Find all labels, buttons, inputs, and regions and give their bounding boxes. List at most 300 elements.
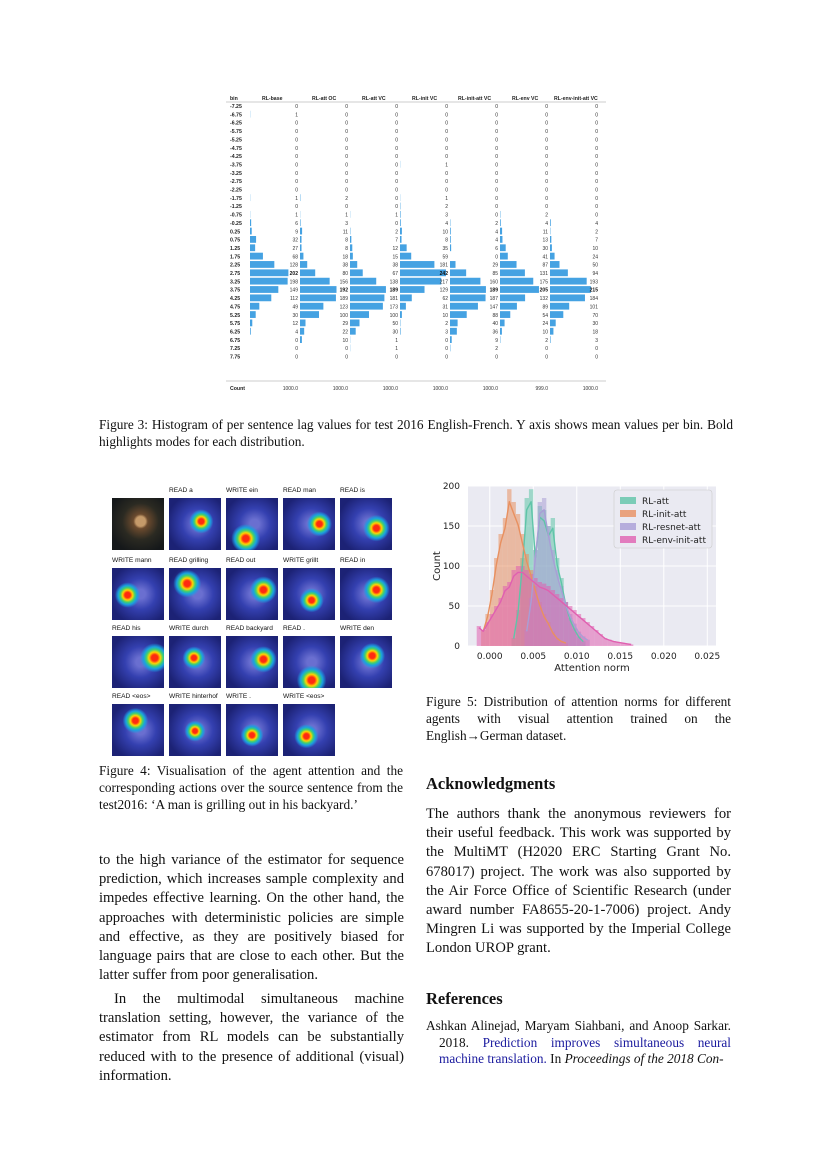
table-bar (250, 228, 252, 235)
table-cell-value: 0 (345, 346, 348, 353)
attention-heatmap (283, 636, 335, 688)
table-cell-value: 67 (392, 271, 398, 277)
table-cell-value: 8 (345, 237, 348, 244)
table-cell-value: 4 (495, 237, 498, 244)
source-photo (112, 498, 164, 550)
table-cell-value: 0 (595, 346, 598, 353)
legend-swatch (620, 497, 636, 504)
table-cell-value: 0 (595, 112, 598, 119)
attention-action-label: READ . (283, 625, 305, 632)
y-tick-label: 100 (442, 562, 460, 572)
figure-4-caption: Figure 4: Visualisation of the agent attention and the corresponding actions over the source sentence from the test2016: ‘A man is grilling out in his backyard.’ (99, 763, 403, 812)
table-cell-value: 29 (492, 262, 498, 269)
table-cell-value: 13 (542, 237, 548, 244)
table-bar (500, 311, 510, 318)
ref1-in: In (550, 1051, 562, 1066)
table-cell-value: 0 (295, 162, 298, 169)
table-cell-value: 18 (342, 254, 348, 261)
table-cell-value: 0 (345, 204, 348, 211)
table-bar (500, 244, 506, 251)
table-bar (350, 261, 357, 268)
table-cell-value: 0 (395, 154, 398, 161)
table-cell-value: 175 (539, 279, 548, 286)
table-cell-value: 27 (292, 245, 298, 252)
table-cell-value: 242 (439, 271, 448, 277)
table-bar (400, 236, 402, 243)
table-cell-value: 4 (295, 329, 298, 336)
table-cell-value: 0 (395, 204, 398, 211)
table-bar (500, 236, 502, 243)
table-bar (450, 320, 458, 327)
table-cell-value: 2 (545, 212, 548, 219)
table-bar (450, 236, 451, 243)
table-bar (300, 219, 301, 226)
table-bar (550, 286, 591, 293)
table-bin-label: -1.75 (230, 195, 242, 202)
table-col-header: RL-env VC (512, 96, 539, 102)
attention-action-label: WRITE durch (169, 625, 209, 632)
table-bin-label: -7.25 (230, 104, 242, 110)
attention-heatmap (283, 704, 335, 756)
table-cell-value: 0 (545, 346, 548, 353)
table-cell-value: 0 (345, 129, 348, 136)
table-cell-value: 0 (295, 170, 298, 177)
table-cell-value: 2 (345, 195, 348, 202)
attention-action-label: WRITE ein (226, 487, 258, 494)
table-cell-value: 0 (295, 346, 298, 353)
table-cell-value: 31 (442, 304, 448, 311)
table-bin-label: -6.75 (230, 112, 242, 119)
table-bin-label: 1.25 (230, 245, 241, 252)
table-cell-value: 24 (542, 321, 548, 328)
table-bin-label: -1.25 (230, 204, 242, 211)
table-bar (300, 311, 319, 318)
table-bar (300, 303, 323, 310)
table-cell-value: 2 (445, 321, 448, 328)
table-cell-value: 189 (389, 287, 398, 294)
table-cell-value: 0 (395, 187, 398, 194)
table-bin-label: 4.25 (230, 296, 241, 303)
table-cell-value: 0 (395, 179, 398, 186)
table-cell-value: 0 (295, 187, 298, 194)
legend-label: RL-init-att (642, 510, 687, 520)
table-bin-label: 3.25 (230, 279, 241, 286)
table-bar (400, 228, 402, 235)
table-bar (550, 311, 563, 318)
table-bar (400, 311, 402, 318)
table-cell-value: 128 (289, 262, 298, 269)
table-bar (400, 244, 407, 251)
table-cell-value: 132 (539, 296, 548, 303)
table-bar (250, 219, 251, 226)
table-bar (550, 328, 553, 335)
table-cell-value: 205 (539, 287, 548, 294)
table-cell-value: 0 (445, 337, 448, 344)
table-cell-value: 62 (442, 296, 448, 303)
table-cell-value: 0 (345, 145, 348, 152)
table-cell-value: 0 (395, 354, 398, 361)
table-cell-value: 0 (545, 129, 548, 136)
table-bar (400, 278, 441, 285)
legend-label: RL-resnet-att (642, 523, 701, 533)
legend-label: RL-env-init-att (642, 536, 706, 546)
table-bar (350, 286, 386, 293)
table-cell-value: 7 (395, 237, 398, 244)
table-col-header: RL-init VC (412, 96, 438, 102)
table-cell-value: 18 (592, 329, 598, 336)
table-cell-value: 2 (495, 220, 498, 227)
table-bar (500, 303, 517, 310)
table-cell-value: 0 (345, 179, 348, 186)
table-bar (300, 320, 306, 327)
lag-histogram-table (226, 92, 606, 400)
table-bar (300, 236, 302, 243)
table-cell-value: 38 (392, 262, 398, 269)
table-bar (450, 261, 456, 268)
table-bar (350, 253, 353, 260)
table-cell-value: 30 (292, 312, 298, 319)
body-paragraph-2: In the multimodal simultaneous machine translation setting, however, the variance of the estimator from RL models can be substantially reduced with to the presence of additional (visual) information. (99, 991, 404, 1084)
table-bin-label: 2.75 (230, 271, 241, 277)
table-cell-value: 0 (495, 154, 498, 161)
table-bar (250, 253, 263, 260)
y-tick-label: 150 (442, 522, 460, 532)
attention-heatmap (112, 568, 164, 620)
table-bin-label: 0.25 (230, 229, 241, 236)
table-cell-value: 9 (295, 229, 298, 236)
table-bin-label: -4.25 (230, 154, 242, 161)
table-col-header: RL-env-init-att VC (554, 96, 598, 102)
table-bar (450, 228, 451, 235)
histogram-bar (481, 630, 485, 646)
table-cell-value: 12 (392, 245, 398, 252)
attention-heatmap (112, 636, 164, 688)
attention-action-label: READ backyard (226, 625, 273, 632)
table-bin-label: -2.75 (230, 179, 242, 186)
table-cell-value: 10 (542, 329, 548, 336)
legend-swatch (620, 536, 636, 543)
table-cell-value: 0 (545, 179, 548, 186)
acknowledgments-heading: Acknowledgments (426, 774, 556, 793)
table-bar (550, 336, 551, 343)
table-cell-value: 0 (595, 170, 598, 177)
table-cell-value: 3 (445, 329, 448, 336)
table-cell-value: 22 (342, 329, 348, 336)
table-bar (550, 294, 585, 301)
table-cell-value: 0 (495, 254, 498, 261)
table-bin-label: 5.75 (230, 321, 241, 328)
table-bar (450, 244, 451, 251)
table-cell-value: 0 (295, 129, 298, 136)
table-bar (300, 253, 303, 260)
table-cell-value: 59 (442, 254, 448, 261)
table-cell-value: 4 (595, 220, 598, 227)
table-bar (400, 303, 406, 310)
attention-action-label: WRITE den (340, 625, 375, 632)
table-cell-value: 1 (395, 346, 398, 353)
count-label: Count (230, 386, 245, 392)
attention-action-label: WRITE hinterhof (169, 693, 218, 700)
table-bar (400, 219, 401, 226)
table-bar (550, 236, 551, 243)
table-bar (400, 286, 425, 293)
table-bin-label: 6.25 (230, 329, 241, 336)
table-bar (300, 328, 304, 335)
table-cell-value: 6 (495, 245, 498, 252)
table-cell-value: 0 (595, 195, 598, 202)
table-bar (300, 294, 336, 301)
table-cell-value: 0 (495, 354, 498, 361)
table-bar (250, 328, 251, 335)
table-cell-value: 0 (495, 129, 498, 136)
table-bar (500, 294, 525, 301)
table-cell-value: 131 (539, 271, 548, 277)
table-cell-value: 215 (589, 287, 598, 294)
table-cell-value: 101 (589, 304, 598, 311)
attention-heatmap (226, 568, 278, 620)
table-cell-value: 0 (595, 354, 598, 361)
table-bar (350, 244, 352, 251)
table-bar (500, 261, 517, 268)
table-cell-value: 85 (492, 271, 498, 277)
table-cell-value: 198 (289, 279, 298, 286)
table-cell-value: 0 (545, 154, 548, 161)
attention-action-label: READ in (340, 557, 366, 564)
attention-action-label: READ <eos> (112, 693, 151, 700)
attention-heatmap (169, 636, 221, 688)
table-cell-value: 0 (295, 145, 298, 152)
table-bar (250, 278, 288, 285)
table-cell-value: 0 (345, 170, 348, 177)
table-col-header: RL-att VC (362, 96, 386, 102)
table-cell-value: 0 (545, 162, 548, 169)
table-bin-label: 5.25 (230, 312, 241, 319)
histogram-bar (525, 570, 529, 646)
table-bar (550, 320, 556, 327)
table-cell-value: 68 (292, 254, 298, 261)
table-col-header: bin (230, 96, 238, 102)
y-axis-label: Count (432, 551, 443, 581)
table-cell-value: 3 (345, 220, 348, 227)
attention-heatmap (112, 704, 164, 756)
table-cell-value: 0 (545, 145, 548, 152)
table-cell-value: 32 (292, 237, 298, 244)
attention-heatmap (169, 704, 221, 756)
ref1-venue: Proceedings of the 2018 Con- (564, 1051, 724, 1066)
table-bin-label: -5.25 (230, 137, 242, 144)
table-col-header: RL-init-att VC (458, 96, 492, 102)
table-cell-value: 1 (445, 195, 448, 202)
table-cell-value: 38 (342, 262, 348, 269)
table-bar (350, 269, 363, 276)
table-cell-value: 0 (595, 120, 598, 127)
table-bar (350, 294, 384, 301)
table-bar (350, 328, 356, 335)
table-bar (250, 320, 252, 327)
count-value: 1000.0 (432, 386, 448, 392)
table-cell-value: 189 (489, 287, 498, 294)
table-cell-value: 0 (395, 112, 398, 119)
table-cell-value: 0 (545, 104, 548, 110)
x-tick-label: 0.025 (694, 652, 721, 662)
table-cell-value: 0 (545, 187, 548, 194)
figure-5-chart (426, 478, 732, 676)
table-cell-value: 6 (295, 220, 298, 227)
table-background (226, 92, 606, 400)
table-cell-value: 138 (389, 279, 398, 286)
table-bin-label: 4.75 (230, 304, 241, 311)
table-cell-value: 0 (395, 162, 398, 169)
table-bin-label: -2.25 (230, 187, 242, 194)
table-cell-value: 1 (445, 162, 448, 169)
table-cell-value: 0 (395, 120, 398, 127)
table-cell-value: 30 (392, 329, 398, 336)
table-bin-label: -3.25 (230, 170, 242, 177)
table-bar (500, 286, 539, 293)
table-cell-value: 0 (495, 145, 498, 152)
table-cell-value: 0 (295, 179, 298, 186)
table-cell-value: 0 (595, 212, 598, 219)
legend-label: RL-att (642, 497, 669, 507)
attention-heatmap (340, 636, 392, 688)
table-cell-value: 0 (345, 154, 348, 161)
table-cell-value: 129 (439, 287, 448, 294)
table-cell-value: 0 (495, 120, 498, 127)
table-cell-value: 2 (545, 337, 548, 344)
table-bar (300, 278, 330, 285)
table-cell-value: 0 (595, 104, 598, 110)
attention-action-label: WRITE . (226, 693, 251, 700)
table-bin-label: -0.25 (230, 220, 242, 227)
table-bar (550, 278, 587, 285)
x-tick-label: 0.015 (607, 652, 634, 662)
count-value: 1000.0 (582, 386, 598, 392)
table-cell-value: 0 (445, 346, 448, 353)
attention-heatmap (226, 704, 278, 756)
attention-action-label: READ is (340, 487, 365, 494)
table-cell-value: 184 (589, 296, 598, 303)
table-cell-value: 10 (592, 245, 598, 252)
table-cell-value: 1 (345, 212, 348, 219)
references-heading: References (426, 989, 503, 1008)
table-cell-value: 50 (592, 262, 598, 269)
table-bar (250, 236, 256, 243)
table-bin-label: -3.75 (230, 162, 242, 169)
table-cell-value: 0 (395, 220, 398, 227)
table-cell-value: 8 (345, 245, 348, 252)
table-bar (400, 261, 434, 268)
attention-heatmap (283, 498, 335, 550)
table-bar (500, 278, 533, 285)
table-cell-value: 0 (445, 120, 448, 127)
table-cell-value: 0 (445, 179, 448, 186)
ref1-authors: Ashkan Alinejad, Maryam Siahbani, and Anoop Sarkar. 2018. (426, 1018, 731, 1050)
table-bar (250, 261, 274, 268)
table-bar (350, 303, 383, 310)
figure-3-table (226, 92, 606, 400)
table-cell-value: 0 (495, 195, 498, 202)
table-bar (400, 328, 401, 335)
table-cell-value: 0 (445, 145, 448, 152)
table-cell-value: 0 (345, 104, 348, 110)
ref1-title-link[interactable]: Prediction improves simultaneous neural machine translation. (439, 1034, 731, 1066)
table-bin-label: -6.25 (230, 120, 242, 127)
histogram-bar (538, 582, 542, 646)
figure-4-attention-grid (110, 478, 395, 750)
count-value: 1000.0 (332, 386, 348, 392)
table-bar (500, 328, 502, 335)
table-bar (300, 261, 307, 268)
table-cell-value: 0 (395, 195, 398, 202)
table-cell-value: 192 (339, 287, 348, 294)
table-cell-value: 0 (545, 195, 548, 202)
table-bar (350, 311, 369, 318)
table-bar (250, 294, 271, 301)
table-bin-label: 1.75 (230, 254, 241, 261)
table-cell-value: 89 (542, 304, 548, 311)
table-cell-value: 0 (495, 204, 498, 211)
table-cell-value: 35 (442, 245, 448, 252)
table-cell-value: 0 (395, 137, 398, 144)
table-bin-label: -0.75 (230, 212, 242, 219)
table-bar (550, 303, 569, 310)
table-bar (350, 278, 376, 285)
table-bar (250, 269, 288, 276)
table-cell-value: 0 (545, 112, 548, 119)
table-cell-value: 3 (595, 337, 598, 344)
table-cell-value: 147 (489, 304, 498, 311)
attention-action-label: WRITE grillt (283, 557, 319, 564)
table-cell-value: 181 (389, 296, 398, 303)
table-cell-value: 0 (495, 212, 498, 219)
table-cell-value: 0 (595, 129, 598, 136)
table-cell-value: 0 (295, 104, 298, 110)
table-cell-value: 187 (489, 296, 498, 303)
legend-swatch (620, 523, 636, 530)
attention-action-label: READ a (169, 487, 193, 494)
attention-heatmap (169, 568, 221, 620)
attention-heatmap (283, 568, 335, 620)
table-bar (500, 320, 505, 327)
table-cell-value: 30 (592, 321, 598, 328)
count-value: 1000.0 (482, 386, 498, 392)
table-cell-value: 80 (342, 271, 348, 277)
table-bar (350, 320, 360, 327)
table-cell-value: 0 (345, 120, 348, 127)
figure-3-caption: Figure 3: Histogram of per sentence lag values for test 2016 English-French. Y axis shows mean values per bin. Bold highlights modes for each distribution. (99, 417, 733, 449)
histogram-bar (559, 598, 563, 646)
attention-action-label: READ grilling (169, 557, 209, 564)
table-cell-value: 30 (542, 245, 548, 252)
table-bar (500, 219, 501, 226)
table-bar (250, 311, 256, 318)
table-bar (450, 303, 478, 310)
table-cell-value: 0 (495, 162, 498, 169)
table-cell-value: 0 (445, 112, 448, 119)
table-bar (500, 253, 508, 260)
attention-norm-histogram (426, 478, 732, 676)
attention-heatmap (340, 498, 392, 550)
table-bin-label: 7.25 (230, 346, 241, 353)
y-tick-label: 0 (454, 642, 460, 652)
table-cell-value: 9 (495, 337, 498, 344)
table-bar (450, 328, 457, 335)
legend-swatch (620, 510, 636, 517)
table-cell-value: 1 (295, 112, 298, 119)
table-cell-value: 0 (445, 137, 448, 144)
table-cell-value: 24 (592, 254, 598, 261)
table-cell-value: 2 (395, 229, 398, 236)
